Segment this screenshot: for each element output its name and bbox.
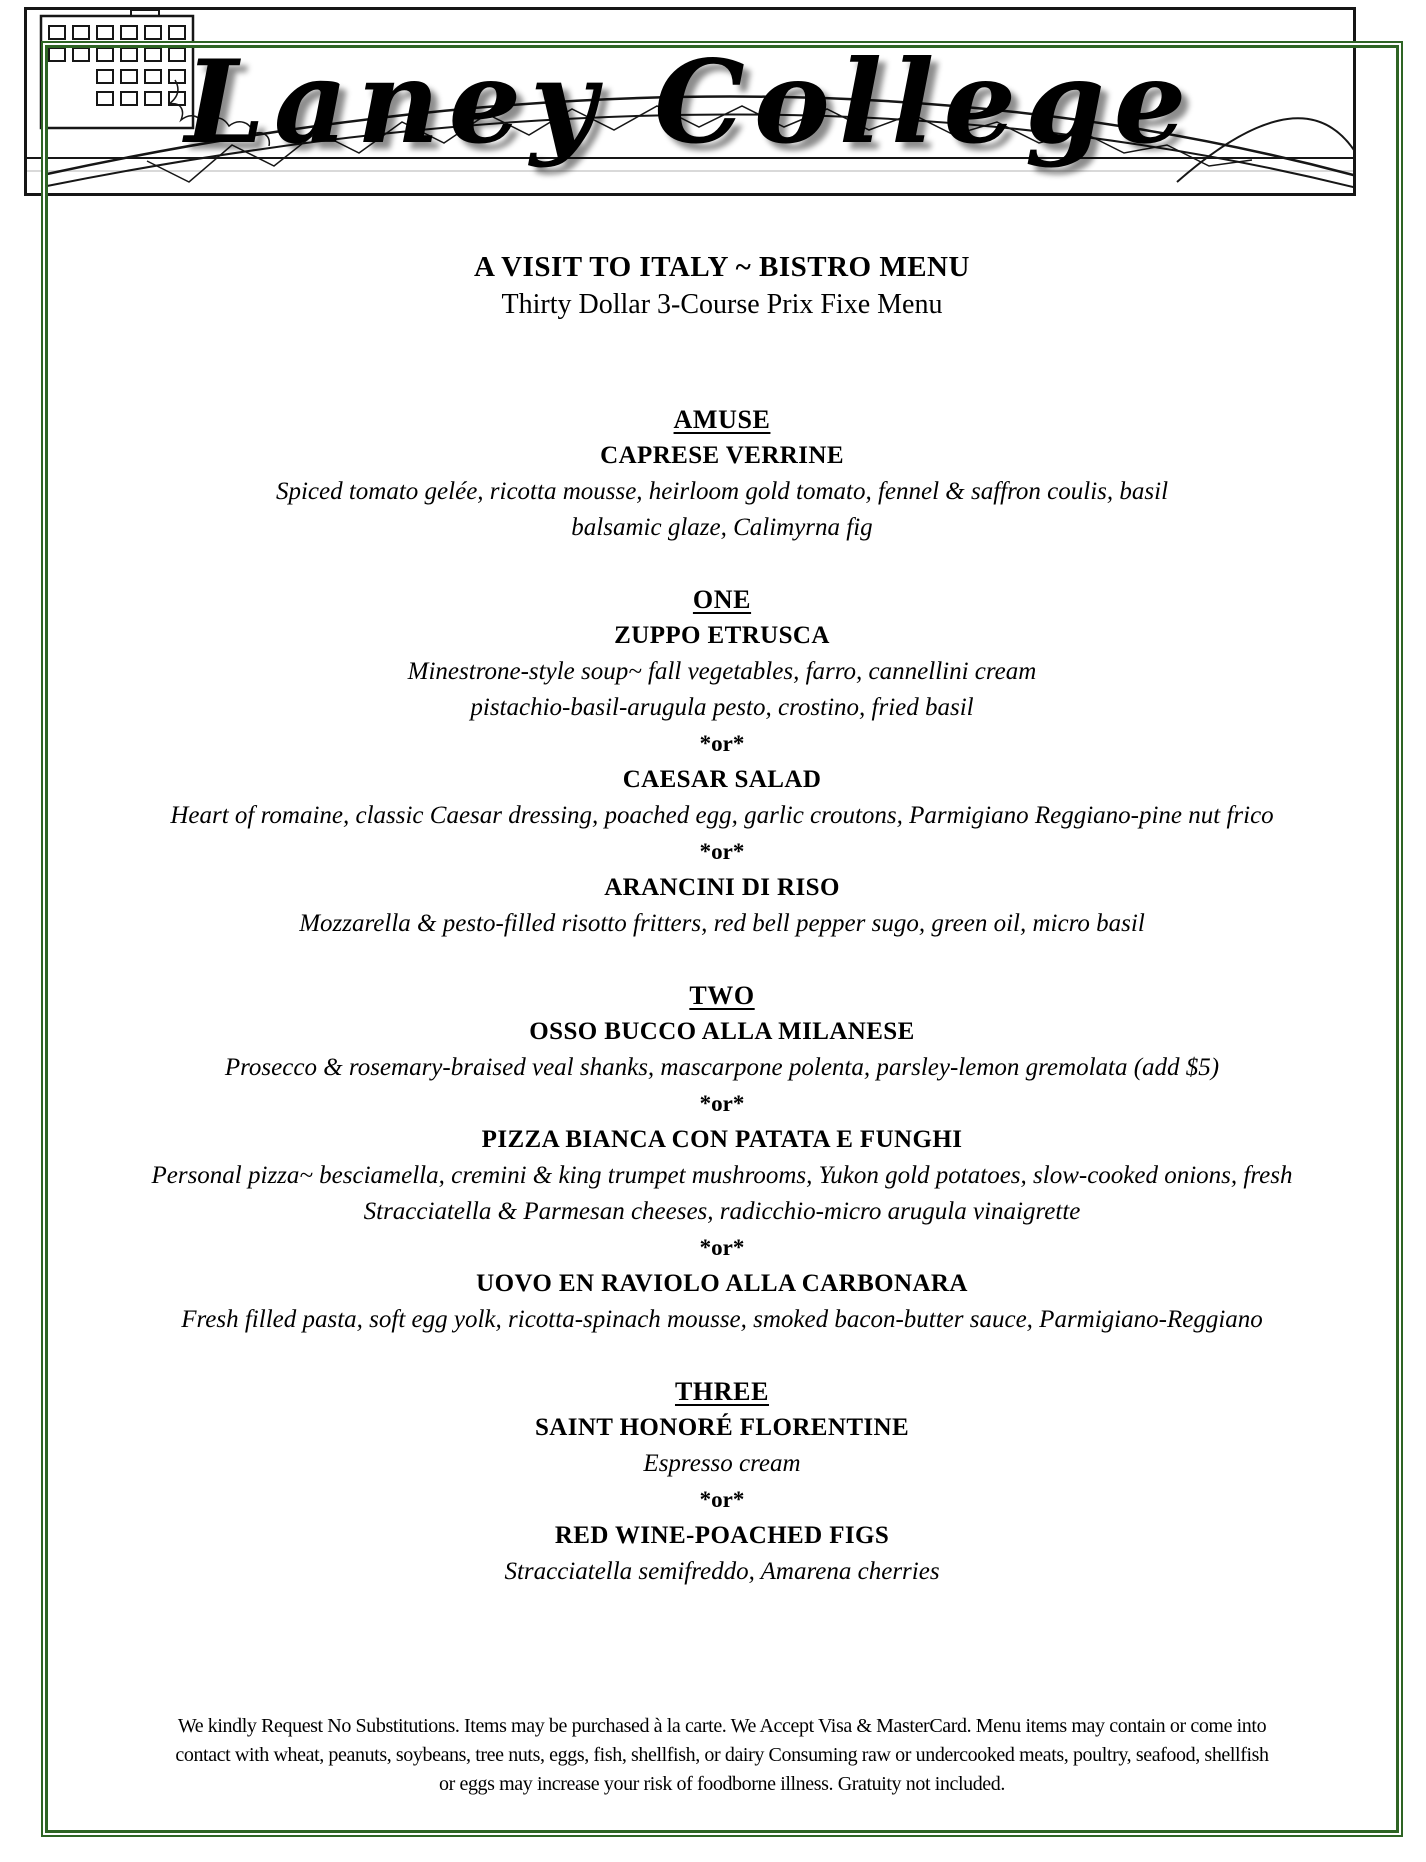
logo-banner [24, 7, 1356, 196]
course-heading: ONE [692, 585, 752, 614]
footer-line: or eggs may increase your risk of foodborne illness. Gratuity not included. [439, 1773, 1005, 1795]
menu-item-name: PIZZA BIANCA CON PATATA E FUNGHI [481, 1126, 963, 1153]
menu-item-name: SAINT HONORÉ FLORENTINE [534, 1414, 910, 1441]
or-separator: *or* [699, 839, 745, 864]
menu-title: A VISIT TO ITALY ~ BISTRO MENU [474, 251, 970, 283]
menu-item-description: Stracciatella semifreddo, Amarena cherries [504, 1558, 940, 1585]
footer-line: contact with wheat, peanuts, soybeans, tree nuts, eggs, fish, shellfish, or dairy Consuming raw or undercooked meats, poultry, seafood, shellfish [175, 1744, 1269, 1766]
courses [45, 402, 1399, 1590]
menu-item-description: pistachio-basil-arugula pesto, crostino, fried basil [470, 694, 974, 721]
footer-disclaimer [45, 1712, 1399, 1799]
menu-item-description: Personal pizza~ besciamella, cremini & king trumpet mushrooms, Yukon gold potatoes, slow-cooked onions, fresh [151, 1162, 1293, 1189]
menu-item-description: Minestrone-style soup~ fall vegetables, farro, cannellini cream [407, 658, 1037, 685]
course-section [45, 582, 1399, 942]
menu-item-description: Spiced tomato gelée, ricotta mousse, heirloom gold tomato, fennel & saffron coulis, basil [275, 478, 1169, 505]
course-heading: TWO [689, 981, 755, 1010]
menu-item-name: RED WINE-POACHED FIGS [554, 1522, 890, 1549]
menu-item-description: Fresh filled pasta, soft egg yolk, ricotta-spinach mousse, smoked bacon-butter sauce, Parmigiano-Reggiano [181, 1306, 1263, 1333]
course-section [45, 402, 1399, 546]
menu-item-name: ARANCINI DI RISO [604, 874, 840, 901]
menu-item-name: CAESAR SALAD [622, 766, 822, 793]
course-heading: AMUSE [673, 405, 771, 434]
menu-item-name: CAPRESE VERRINE [600, 442, 844, 469]
menu-item-name: OSSO BUCCO ALLA MILANESE [529, 1018, 915, 1045]
course-section [45, 978, 1399, 1338]
or-separator: *or* [699, 1091, 745, 1116]
footer-line: We kindly Request No Substitutions. Items may be purchased à la carte. We Accept Visa & MasterCard. Menu items may contain or come into [177, 1715, 1267, 1737]
menu-item-description: balsamic glaze, Calimyrna fig [571, 514, 873, 541]
or-separator: *or* [699, 1487, 745, 1512]
menu-content [45, 248, 1399, 1590]
menu-subtitle: Thirty Dollar 3-Course Prix Fixe Menu [501, 289, 943, 320]
or-separator: *or* [699, 1235, 745, 1260]
laney-college-logo-text: Laney College [184, 35, 1196, 169]
menu-item-description: Heart of romaine, classic Caesar dressing, poached egg, garlic croutons, Parmigiano Reggiano-pine nut frico [170, 802, 1274, 829]
menu-item-name: ZUPPO ETRUSCA [614, 622, 830, 649]
menu-item-name: UOVO EN RAVIOLO ALLA CARBONARA [476, 1270, 968, 1297]
menu-item-description: Stracciatella & Parmesan cheeses, radicchio-micro arugula vinaigrette [363, 1198, 1081, 1225]
or-separator: *or* [699, 731, 745, 756]
course-section [45, 1374, 1399, 1590]
course-heading: THREE [674, 1377, 770, 1406]
menu-item-description: Mozzarella & pesto-filled risotto fritters, red bell pepper sugo, green oil, micro basil [299, 910, 1145, 937]
menu-item-description: Prosecco & rosemary-braised veal shanks, mascarpone polenta, parsley-lemon gremolata (add $5) [224, 1054, 1220, 1081]
menu-item-description: Espresso cream [643, 1450, 801, 1477]
